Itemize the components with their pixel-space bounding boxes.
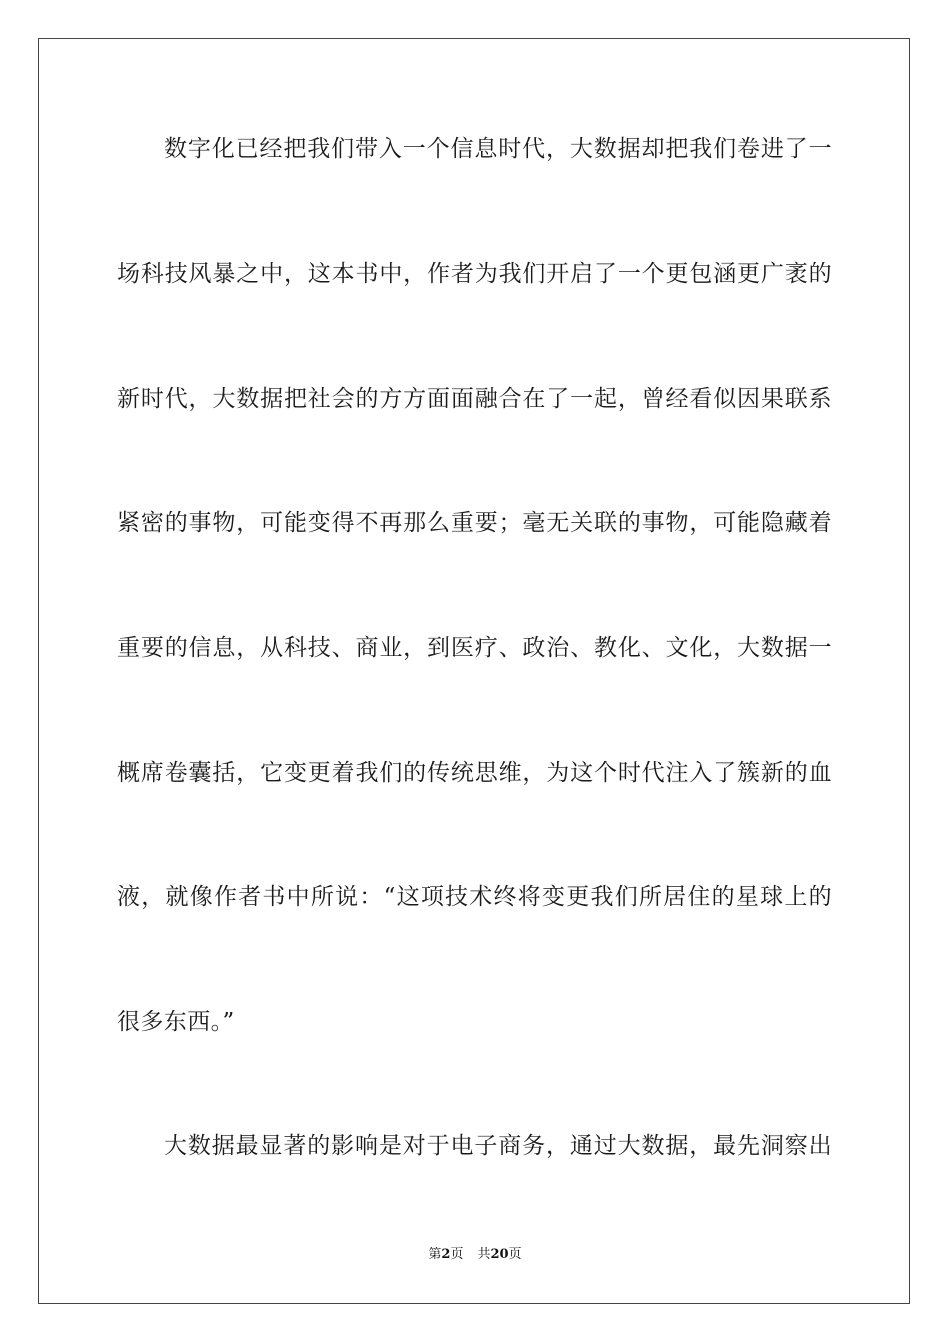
text-line-9: 大数据最显著的影响是对于电子商务，通过大数据，最先洞察出: [164, 1133, 832, 1159]
text-line-7: 液，就像作者书中所说：“这项技术终将变更我们所居住的星球上的: [117, 884, 832, 910]
page-border: [38, 38, 910, 1304]
text-line-6: 概席卷囊括，它变更着我们的传统思维，为这个时代注入了簇新的血: [117, 760, 832, 786]
page-number: 2: [441, 1247, 451, 1262]
total-suffix: 页: [508, 1247, 522, 1262]
page-prefix: 第: [428, 1247, 442, 1262]
text-line-4: 紧密的事物，可能变得不再那么重要；毫无关联的事物，可能隐藏着: [117, 510, 832, 536]
text-line-5: 重要的信息，从科技、商业，到医疗、政治、教化、文化，大数据一: [117, 635, 832, 661]
text-line-1: 数字化已经把我们带入一个信息时代，大数据却把我们卷进了一: [164, 136, 832, 162]
total-pages: 20: [490, 1247, 509, 1262]
total-prefix: 共: [477, 1247, 491, 1262]
text-line-8: 很多东西。”: [117, 1009, 235, 1035]
text-line-2: 场科技风暴之中，这本书中，作者为我们开启了一个更包涵更广袤的: [117, 261, 832, 287]
text-line-3: 新时代，大数据把社会的方方面面融合在了一起，曾经看似因果联系: [117, 386, 832, 412]
page-footer: [0, 1246, 950, 1264]
page-suffix: 页: [450, 1247, 464, 1262]
